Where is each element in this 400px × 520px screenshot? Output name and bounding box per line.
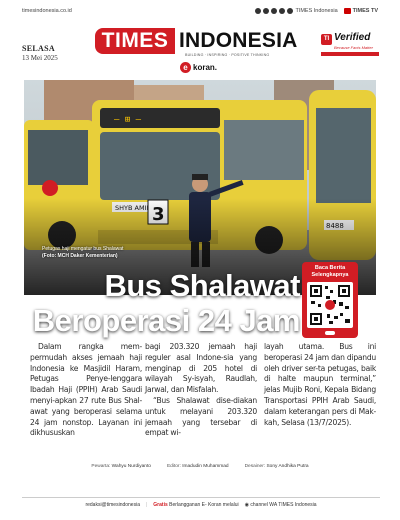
top-strip-right — [255, 8, 378, 14]
footer-separator: | — [145, 502, 148, 508]
e-icon: e — [180, 62, 191, 73]
article-column-2 — [145, 342, 257, 439]
photo-credit: (Foto: MCH Daker Kementerian) — [42, 253, 118, 259]
tv-icon — [344, 8, 351, 14]
qr-label: Baca Berita Selengkapnya — [311, 265, 349, 278]
article-body — [24, 342, 376, 452]
verified-title: Verified — [334, 32, 371, 43]
facebook-icon[interactable] — [255, 8, 261, 14]
social-handle: TIMES Indonesia — [295, 8, 338, 14]
masthead — [0, 22, 400, 80]
qr-indicator — [325, 331, 335, 335]
verified-bar — [321, 52, 379, 56]
ekoran-logo — [180, 62, 217, 73]
footer-email[interactable]: redaksi@timesindonesia — [85, 502, 140, 508]
brand-logo-left: TIMES — [95, 28, 175, 54]
tv-label: TIMES TV — [352, 8, 378, 14]
tiktok-icon[interactable] — [279, 8, 285, 14]
photo-caption-text: Petugas haji mengatur bus Shalawat — [42, 246, 124, 252]
article-column-1 — [30, 342, 142, 439]
credit-editor: Editor: Imadudin Muhammad — [166, 464, 229, 469]
edition-day: SELASA — [22, 44, 55, 53]
article-col2-para1: bagi 203.320 jemaah haji reguler asal Indone-sia yang menginap di 205 hotel di wilayah Sy-isyah, Raudlah, Jarwal, dan Misfalah. — [145, 342, 257, 395]
photo-caption — [42, 246, 123, 260]
article-col2-para2: “Bus Shalawat dise-diakan untuk melayani 203.320 jemaah yang tersebar di empat wi- — [145, 395, 257, 438]
brand-tagline: BUILDING · INSPIRING · POSITIVE THINKING — [185, 53, 270, 57]
article-col1-text: Dalam rangka mem-permudah akses jemaah haji Indonesia ke Masjidil Haram, Petugas Penye-lenggara Ibadah Haji (PPIH) Arab Saudi menyi-apkan 27 rute Bus Shal-awat yang beroperasi selama 24 jam nonstop. Layanan ini dikhususkan — [30, 342, 142, 438]
times-tv-link[interactable] — [344, 8, 378, 14]
youtube-icon[interactable] — [287, 8, 293, 14]
credits-line — [24, 464, 376, 476]
x-icon[interactable] — [271, 8, 277, 14]
footer-promo: Gratis Berlangganan E- Koran melalui — [153, 502, 239, 508]
ti-badge-icon: TI — [321, 34, 332, 45]
headline-line-2: Beroperasi 24 Jam — [32, 303, 300, 338]
headline-line-1: Bus Shalawat — [104, 268, 300, 303]
qr-code-icon[interactable] — [307, 282, 353, 328]
top-strip — [0, 0, 400, 22]
brand-logo-right: INDONESIA — [179, 29, 298, 52]
footer — [22, 497, 380, 509]
brand-logo[interactable] — [95, 28, 300, 54]
whatsapp-channel-link[interactable]: ◉ channel WA TIMES Indonesia — [244, 502, 317, 508]
credit-reporter: Pewarta: Wahyu Nurdiyanto — [91, 464, 151, 469]
verified-logo[interactable] — [321, 32, 379, 58]
edition-date: 13 Mei 2025 — [22, 54, 58, 62]
article-col3-text: layah utama. Bus ini beroperasi 24 jam dan dipandu oleh driver ser-ta petugas, baik di halte maupun terminal,” jelas Mujib Roni, Kepala Bidang Transportasi PPIH Arab Saudi, dalam keterangan pers di Mak-kah, Selasa (13/7/2025). — [264, 342, 376, 427]
site-url[interactable]: timesindonesia.co.id — [22, 8, 72, 14]
article-column-3 — [264, 342, 376, 428]
instagram-icon[interactable] — [263, 8, 269, 14]
ekoran-label: koran. — [193, 63, 218, 72]
social-icons[interactable] — [255, 8, 337, 14]
read-more-qr[interactable] — [302, 262, 358, 338]
verified-subtitle: Because Facts Matter — [334, 45, 373, 50]
credit-designer: Desainer: Sony Andhika Putra — [244, 464, 309, 469]
